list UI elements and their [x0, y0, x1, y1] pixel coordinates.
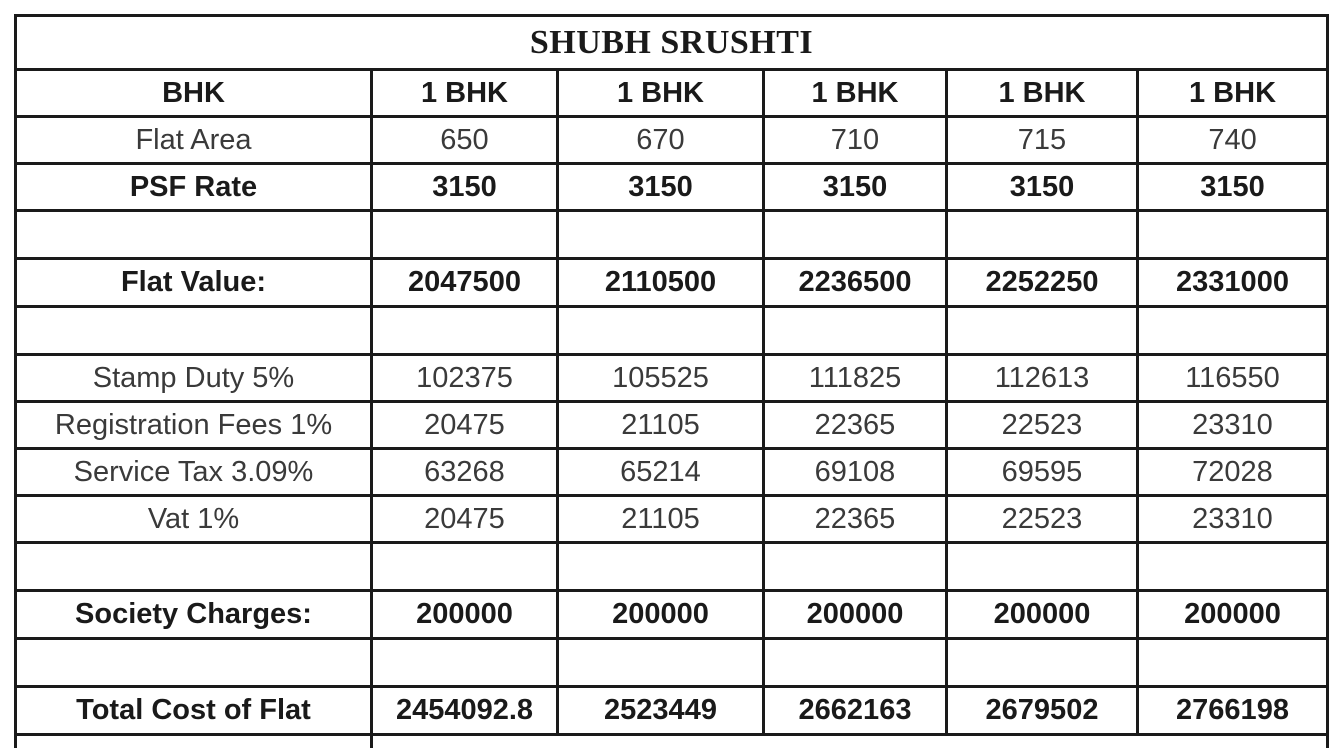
- cell: 3150: [1138, 164, 1328, 211]
- row-label: [16, 543, 372, 591]
- cell: 3150: [764, 164, 947, 211]
- cell: [947, 307, 1138, 355]
- cell: 105525: [558, 355, 764, 402]
- row-label: Total Cost of Flat: [16, 687, 372, 735]
- cell: 200000: [558, 591, 764, 639]
- row-blank: [16, 543, 1328, 591]
- row-blank: [16, 211, 1328, 259]
- cell: 3150: [372, 164, 558, 211]
- cell: 670: [558, 117, 764, 164]
- cell: 200000: [947, 591, 1138, 639]
- cell: 20475: [372, 402, 558, 449]
- row-label: [16, 307, 372, 355]
- row-stamp-duty: [16, 355, 1328, 402]
- cell: [764, 307, 947, 355]
- row-blank: [16, 307, 1328, 355]
- cell: 1 BHK: [947, 70, 1138, 117]
- cell: [764, 639, 947, 687]
- cell: [372, 211, 558, 259]
- cell: 111825: [764, 355, 947, 402]
- cell: [558, 307, 764, 355]
- cell: 715: [947, 117, 1138, 164]
- cell: [1138, 639, 1328, 687]
- cell: 2766198: [1138, 687, 1328, 735]
- row-label: Flat Area: [16, 117, 372, 164]
- cell: [372, 307, 558, 355]
- row-flat-area: [16, 117, 1328, 164]
- row-registration-fees: [16, 402, 1328, 449]
- row-label: PSF Rate: [16, 164, 372, 211]
- cell: 2110500: [558, 259, 764, 307]
- cell: 21105: [558, 402, 764, 449]
- cell: 200000: [372, 591, 558, 639]
- project-title: SHUBH SRUSHTI: [16, 16, 1328, 70]
- pricing-table: [14, 14, 1329, 748]
- cell: [558, 543, 764, 591]
- cell: 69595: [947, 449, 1138, 496]
- cell: [1138, 543, 1328, 591]
- cell: 2236500: [764, 259, 947, 307]
- cell: [947, 639, 1138, 687]
- title-row: [16, 16, 1328, 70]
- cell: [558, 211, 764, 259]
- row-label: Service Tax 3.09%: [16, 449, 372, 496]
- cell: 2454092.8: [372, 687, 558, 735]
- cell: [764, 211, 947, 259]
- cell: 200000: [764, 591, 947, 639]
- cell: 3150: [947, 164, 1138, 211]
- row-service-tax: [16, 449, 1328, 496]
- row-label: Registration Fees 1%: [16, 402, 372, 449]
- cell: [372, 735, 1328, 749]
- row-label: BHK: [16, 70, 372, 117]
- row-society-charges: [16, 591, 1328, 639]
- cell: 740: [1138, 117, 1328, 164]
- cell: 69108: [764, 449, 947, 496]
- row-label: Society Charges:: [16, 591, 372, 639]
- cell: [1138, 307, 1328, 355]
- row-psf-rate: [16, 164, 1328, 211]
- cell: 116550: [1138, 355, 1328, 402]
- cell: 2523449: [558, 687, 764, 735]
- cell: 72028: [1138, 449, 1328, 496]
- cell: 710: [764, 117, 947, 164]
- row-cut-off: [16, 735, 1328, 749]
- row-total-cost: [16, 687, 1328, 735]
- cell: 22365: [764, 402, 947, 449]
- row-label: [16, 211, 372, 259]
- row-label: Flat Value:: [16, 259, 372, 307]
- cell: [372, 639, 558, 687]
- cell: [372, 543, 558, 591]
- cell: 22523: [947, 402, 1138, 449]
- cell: 1 BHK: [372, 70, 558, 117]
- row-vat: [16, 496, 1328, 543]
- cell: 20475: [372, 496, 558, 543]
- row-blank: [16, 639, 1328, 687]
- cell: 650: [372, 117, 558, 164]
- row-label: Vat 1%: [16, 496, 372, 543]
- row-label: Stamp Duty 5%: [16, 355, 372, 402]
- row-label: [16, 639, 372, 687]
- row-bhk: [16, 70, 1328, 117]
- cell: 2331000: [1138, 259, 1328, 307]
- cell: [16, 735, 372, 749]
- cell: 2662163: [764, 687, 947, 735]
- cell: 21105: [558, 496, 764, 543]
- cell: 1 BHK: [558, 70, 764, 117]
- row-flat-value: [16, 259, 1328, 307]
- cell: 2679502: [947, 687, 1138, 735]
- cell: 200000: [1138, 591, 1328, 639]
- cell: 22523: [947, 496, 1138, 543]
- cell: 2252250: [947, 259, 1138, 307]
- cell: 22365: [764, 496, 947, 543]
- cell: 65214: [558, 449, 764, 496]
- cell: [764, 543, 947, 591]
- cell: 112613: [947, 355, 1138, 402]
- cell: 63268: [372, 449, 558, 496]
- cell: [947, 211, 1138, 259]
- cell: [558, 639, 764, 687]
- cell: 1 BHK: [1138, 70, 1328, 117]
- cell: 1 BHK: [764, 70, 947, 117]
- cell: 3150: [558, 164, 764, 211]
- cell: 23310: [1138, 402, 1328, 449]
- cell: 102375: [372, 355, 558, 402]
- cell: [947, 543, 1138, 591]
- cell: 23310: [1138, 496, 1328, 543]
- cell: [1138, 211, 1328, 259]
- cell: 2047500: [372, 259, 558, 307]
